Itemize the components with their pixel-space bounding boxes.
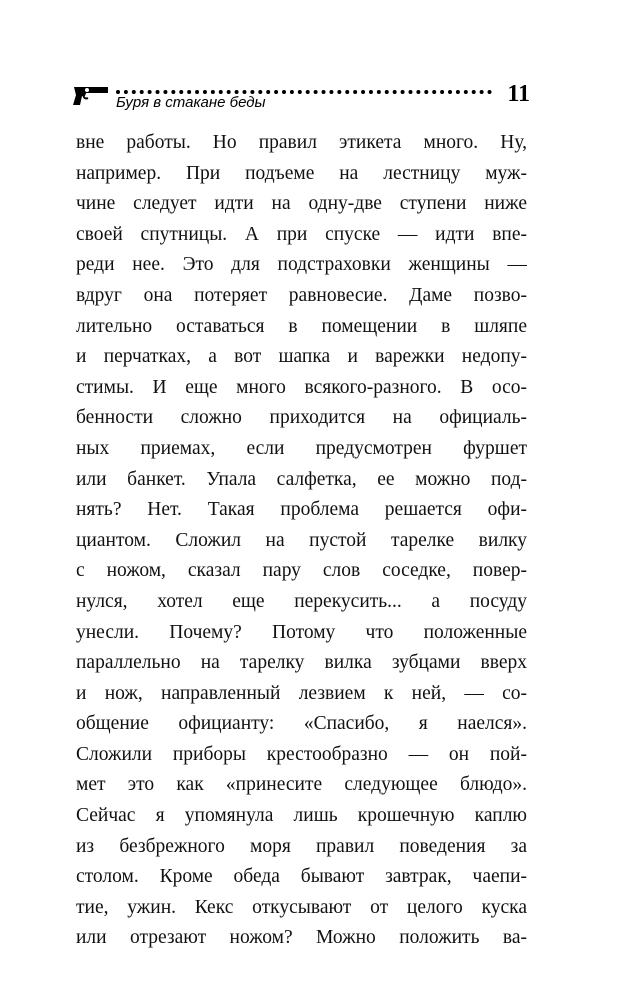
text-line: или отрезают ножом? Можно положить ва- [76, 927, 527, 949]
text-line: общение официанту: «Спасибо, я наелся». [76, 713, 527, 735]
text-line: нулся, хотел еще перекусить... а посуду [76, 590, 527, 612]
text-line: вдруг она потеряет равновесие. Даме позво- [76, 284, 527, 306]
text-line: стимы. И еще много всякого-разного. В осо- [76, 376, 527, 398]
text-line: ных приемах, если предусмотрен фуршет [76, 437, 527, 459]
text-line: или банкет. Упала салфетка, ее можно под- [76, 468, 527, 490]
running-title: Буря в стакане беды [116, 94, 266, 111]
body-text [76, 128, 527, 954]
text-line: и нож, направленный лезвием к ней, — со- [76, 682, 527, 704]
text-line: из безбрежного моря правил поведения за [76, 835, 527, 857]
text-line: лительно оставаться в помещении в шляпе [76, 315, 527, 337]
text-line: Сейчас я упомянула лишь крошечную каплю [76, 805, 527, 827]
text-line: реди нее. Это для подстраховки женщины — [76, 254, 527, 276]
text-line: и перчатках, а вот шапка и варежки недопу- [76, 346, 527, 368]
text-line: вне работы. Но правил этикета много. Ну, [76, 132, 527, 153]
revolver-icon [72, 83, 110, 107]
text-line: унесли. Почему? Потому что положенные [76, 621, 527, 643]
text-line: чине следует идти на одну-две ступени ниже [76, 193, 527, 215]
text-line: своей спутницы. А при спуске — идти впе- [76, 223, 527, 245]
text-line: тие, ужин. Кекс откусывают от целого куска [76, 896, 527, 918]
text-line: бенности сложно приходится на официаль- [76, 407, 527, 429]
page-number: 11 [507, 81, 530, 107]
text-line: параллельно на тарелку вилка зубцами вверх [76, 652, 527, 674]
running-header [72, 80, 534, 120]
text-line: столом. Кроме обеда бывают завтрак, чаепи- [76, 866, 527, 888]
text-line: с ножом, сказал пару слов соседке, повер- [76, 560, 527, 582]
text-line: Сложили приборы крестообразно — он пой- [76, 743, 527, 765]
text-line: циантом. Сложил на пустой тарелке вилку [76, 529, 527, 551]
text-line: мет это как «принесите следующее блюдо». [76, 774, 527, 796]
text-line: например. При подъеме на лестницу муж- [76, 162, 527, 184]
text-line: нять? Нет. Такая проблема решается офи- [76, 499, 527, 521]
